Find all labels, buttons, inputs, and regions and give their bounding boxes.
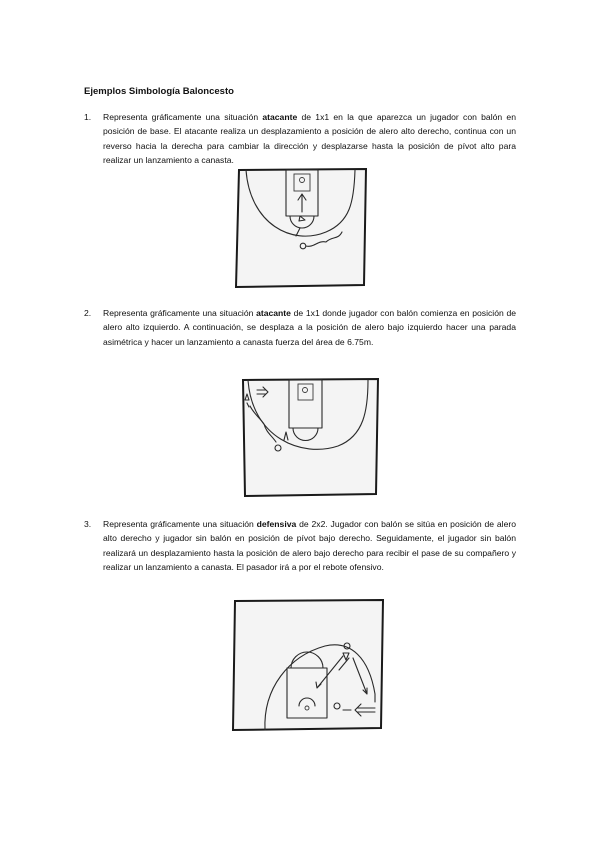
court-diagram-3 xyxy=(229,598,389,732)
exercise-1 xyxy=(84,110,516,168)
exercise-text: Representa gráficamente una situación defensiva de 2x2. Jugador con balón se sitúa en posición de alero alto derecho y jugador sin balón en posición de pívot bajo derecho. Seguidamente, el jugador sin balón realizará un desplazamiento hasta la posición de alero bajo derecho para recibir el pase de su compañero y realizar un lanzamiento a canasta. El pasador irá a por el rebote ofensivo. xyxy=(103,519,516,573)
exercise-text: Representa gráficamente una situación atacante de 1x1 donde jugador con balón comienza en posición de alero alto izquierdo. A continuación, se desplaza a la posición de alero bajo izquierdo hacer una parada asimétrica y hacer un lanzamiento a canasta fuerza del área de 6.75m. xyxy=(103,308,516,347)
exercise-text: Representa gráficamente una situación atacante de 1x1 en la que aparezca un jugador con balón en posición de base. El atacante realiza un desplazamiento a posición de alero alto derecho, continua con un reverso hacia la derecha para cambiar la dirección y desplazarse hasta la posición de pívot alto para realizar un lanzamiento a canasta. xyxy=(103,112,516,166)
page-title: Ejemplos Simbología Baloncesto xyxy=(84,86,234,97)
exercise-2 xyxy=(84,306,516,349)
exercise-number: 2. xyxy=(84,308,92,318)
exercise-3 xyxy=(84,517,516,575)
exercise-number: 1. xyxy=(84,112,92,122)
exercise-number: 3. xyxy=(84,519,92,529)
court-diagram-1 xyxy=(228,166,370,288)
court-diagram-2 xyxy=(240,376,382,498)
